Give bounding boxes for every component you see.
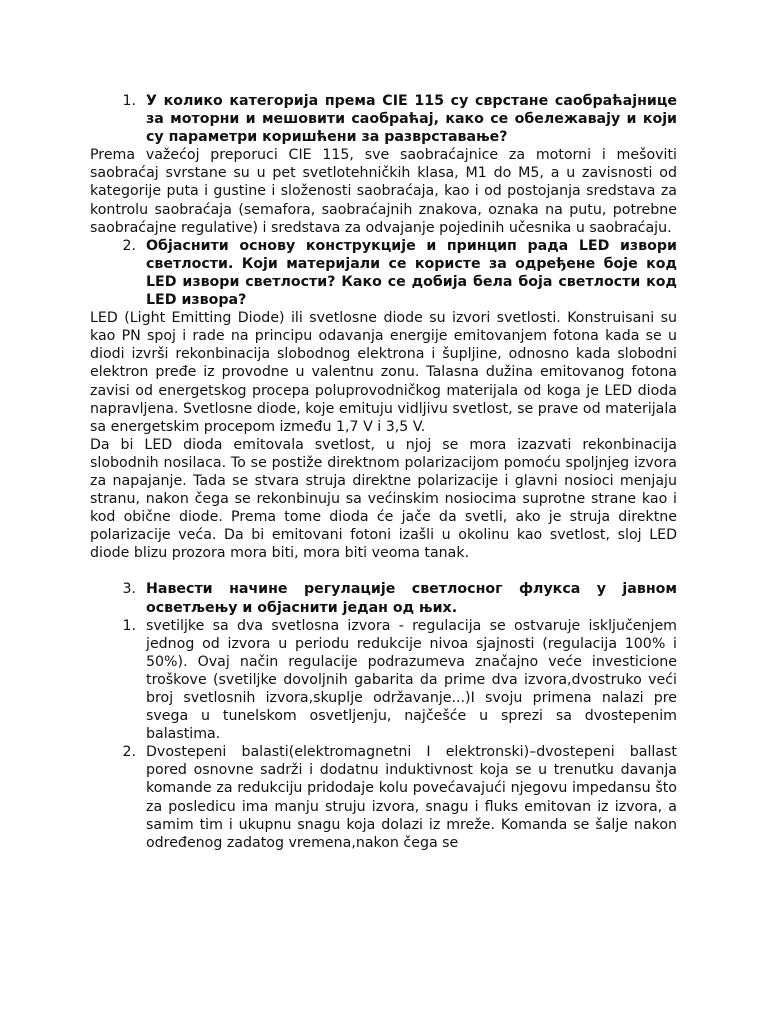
list-item	[90, 743, 677, 852]
list-item-text: svetiljke sa dva svetlosna izvora - regulacija se ostvaruje isključenjem jednog od izvora u periodu redukcije nivoa sjajnosti (regulacija 100% i 50%). Ovaj način regulacije podrazumeva značajno veće investicione troškove (svetiljke dovoljnih gabarita da prime dva izvora,dvostruko veći broj svetlosnih izvora,skuplje održavanje...)I svoju primena nalazi pre svega u tunelskom osvetljenju, najčešće u sprezi sa dvostepenim balastima.	[146, 617, 677, 743]
answer-1-paragraph: Prema važećoj preporuci CIE 115, sve saobraćajnice za motorni i mešoviti saobraćaj svrstane su u pet svetlotehničkih klasa, M1 do M5, a u zavisnosti od kategorije puta i gustine i složenosti saobraćaja, kao i od postojanja sredstava za kontrolu saobraćaja (semafora, saobraćajnih znakova, oznaka na putu, potrebne saobraćajne regulative) i sredstava za odvajanje pojedinih učesnika u saobraćaju.	[90, 147, 677, 236]
question-1-number: 1.	[122, 93, 136, 109]
answer-2-paragraph-2: Da bi LED dioda emitovala svetlost, u njoj se mora izazvati rekonbinacija slobodnih nosilaca. To se postiže direktnom polarizacijom pomoću spoljnjeg izvora za napajanje. Tada se stvara struja direktne polarizacije i glavni nosioci menjaju stranu, nakon čega se rekonbinuju sa većinskim nosiocima suprotne strane kao i kod obične diode. Prema tome dioda će jače da svetli, ako je struja direktne polarizacije veća. Da bi emitovani fotoni izašli u okolinu kao svetlost, sloj LED diode blizu prozora mora biti, mora biti veoma tanak.	[90, 436, 677, 562]
question-2-number: 2.	[122, 237, 136, 254]
answer-2-paragraph-1: LED (Light Emitting Diode) ili svetlosne diode su izvori svetlosti. Konstruisani su kao PN spoj i rade na principu odavanja energije emitovanjem fotona kada se u diodi izvrši rekonbinacija slobodnog elektrona i šupljine, odnosno kada slobodni elektron pređe iz provodne u valentnu zonu. Talasna dužina emitovanog fotona zavisi od energetskog procepa poluprovodničkog materijala od koga je LED dioda napravljena. Svetlosne diode, koje emituju vidljivu svetlost, se prave od materijala sa energetskim procepom između 1,7 V i 3,5 V.	[90, 310, 677, 435]
blank-line	[90, 562, 677, 580]
question-1	[90, 92, 677, 146]
question-1-title: У колико категорија према CIE 115 су сврстане саобраћајнице за моторни и мешовити саобраћај, како се обележавају и који су параметри коришћени за разврставање?	[146, 93, 677, 146]
list-item-text: Dvostepeni balasti(elektromagnetni I elektronski)–dvostepeni ballast pored osnovne sadrži i dodatnu induktivnost koja se u trenutku davanja komande za redukciju pridodaje kolu povećavajući njegovu impedansu što za posledicu ima manju struju izvora, snagu i fluks emitovan iz izvora, a samim tim i ukupnu snagu koja dolazi iz mreže. Komanda se šalje nakon određenog zadatog vremena,nakon čega se	[146, 744, 677, 851]
question-2-title: Објаснити основу конструкције и принцип рада LED извори светлости. Који материјали се користе за одређене боје код LED извори светлости? Како се добија бела боја светлости код LED извора?	[146, 237, 677, 309]
question-3-number: 3.	[122, 581, 136, 598]
list-item	[90, 617, 677, 744]
question-3-title: Навести начине регулације светлосног флукса у јавном осветљењу и објаснити један од њих.	[146, 581, 677, 616]
question-3	[90, 580, 677, 616]
list-item-number: 2.	[122, 744, 136, 761]
question-2	[90, 237, 677, 309]
list-item-number: 1.	[122, 617, 136, 634]
